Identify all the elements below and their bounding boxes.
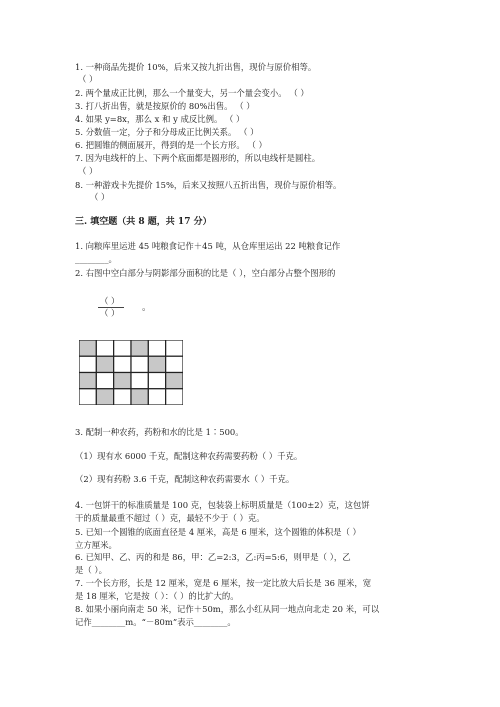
fill-question-5: 5. 已知一个圆锥的底面直径是 4 厘米，高是 6 厘米，这个圆锥的体积是（ ） (75, 527, 361, 537)
fill-question-1: 1. 向粮库里运进 45 吨粮食记作＋45 吨，从仓库里运出 22 吨粮食记作 (75, 241, 341, 251)
fill-question-8-cont: 记作________m。“－80m”表示________。 (75, 617, 236, 627)
shaded-cell (148, 356, 165, 372)
judge-question-2: 2. 两个量成正比例，那么一个量变大，另一个量会变小。 （ ） (75, 88, 309, 98)
shaded-cell (96, 356, 113, 372)
fill-question-6-cont: 是（ ）。 (75, 565, 107, 575)
fill-question-3-part-2: （2）现有药粉 3.6 千克，配制这种农药需要水（ ）千克。 (75, 474, 295, 484)
blank-cell (148, 373, 165, 389)
shaded-cell (114, 373, 131, 389)
judge-question-3: 3. 打八折出售，就是按原价的 80%出售。 （ ） (75, 101, 255, 111)
fill-question-7: 7. 一个长方形，长是 12 厘米，宽是 6 厘米，按一定比放大后长是 36 厘米，宽 (75, 578, 372, 588)
fraction-numerator: （ ） (100, 296, 120, 306)
blank-cell (114, 389, 131, 405)
blank-cell (114, 356, 131, 372)
blank-cell (166, 356, 183, 372)
shaded-cell (79, 373, 96, 389)
judge-question-4: 4. 如果 y=8x，那么 x 和 y 成反比例。 （ ） (75, 114, 245, 124)
shaded-cell (96, 389, 113, 405)
judge-question-6: 6. 把圆锥的侧面展开，得到的是一个长方形。 （ ） (75, 140, 267, 150)
blank-cell (96, 340, 113, 356)
fill-question-2: 2. 右图中空白部分与阴影部分面积的比是（ ），空白部分占整个图形的 (75, 268, 336, 278)
blank-cell (166, 340, 183, 356)
judge-question-8: 8. 一种游戏卡先提价 15%，后来又按照八五折出售，现价与原价相等。 (75, 180, 342, 190)
blank-cell (96, 373, 113, 389)
blank-cell (79, 389, 96, 405)
judge-question-1: 1. 一种商品先提价 10%，后来又按九折出售，现价与原价相等。 (75, 62, 317, 72)
blank-cell (148, 389, 165, 405)
fill-question-6: 6. 已知甲、乙、丙的和是 86，甲：乙=2:3，乙:丙=5:6，则甲是（ ），乙 (75, 552, 351, 562)
judge-answer-1: （ ） (78, 74, 98, 84)
fill-question-7-cont: 是 18 厘米，它是按（ ）：（ ）的比扩大的。 (75, 591, 239, 601)
judge-answer-8: （ ） (90, 192, 110, 202)
shaded-cell (131, 340, 148, 356)
fill-question-3: 3. 配制一种农药，药粉和水的比是 1∶500。 (75, 427, 244, 437)
fraction-blank (98, 296, 124, 320)
shaded-cell (131, 389, 148, 405)
fill-question-4-cont: 干的质量最重不超过（ ）克，最轻不少于（ ）克。 (75, 513, 265, 523)
blank-cell (114, 340, 131, 356)
section-title: 三. 填空题（共 8 题，共 17 分） (75, 217, 212, 227)
shaded-cell (166, 373, 183, 389)
judge-question-5: 5. 分数值一定，分子和分母成正比例关系。 （ ） (75, 127, 259, 137)
blank-cell (131, 373, 148, 389)
shaded-grid-figure (79, 340, 183, 405)
fill-question-4: 4. 一包饼干的标准质量是 100 克，包装袋上标明质量是（100±2）克，这包饼 (75, 500, 370, 510)
fill-question-8: 8. 如果小丽向南走 50 米，记作＋50m，那么小红从同一地点向北走 20 米，可以 (75, 604, 380, 614)
fill-question-3-part-1: （1）现有水 6000 千克，配制这种农药需要药粉（ ）千克。 (75, 451, 303, 461)
fraction-period: 。 (142, 303, 152, 313)
blank-cell (148, 340, 165, 356)
fill-question-5-cont: 立方厘米。 (75, 540, 117, 550)
blank-cell (131, 356, 148, 372)
judge-answer-7: （ ） (78, 166, 98, 176)
fill-answer-1: ________。 (75, 254, 117, 264)
shaded-cell (79, 340, 96, 356)
blank-cell (79, 356, 96, 372)
fraction-denominator: （ ） (100, 308, 120, 318)
blank-cell (166, 389, 183, 405)
judge-question-7: 7. 因为电线杆的上、下两个底面都是圆形的，所以电线杆是圆柱。 (75, 153, 321, 163)
